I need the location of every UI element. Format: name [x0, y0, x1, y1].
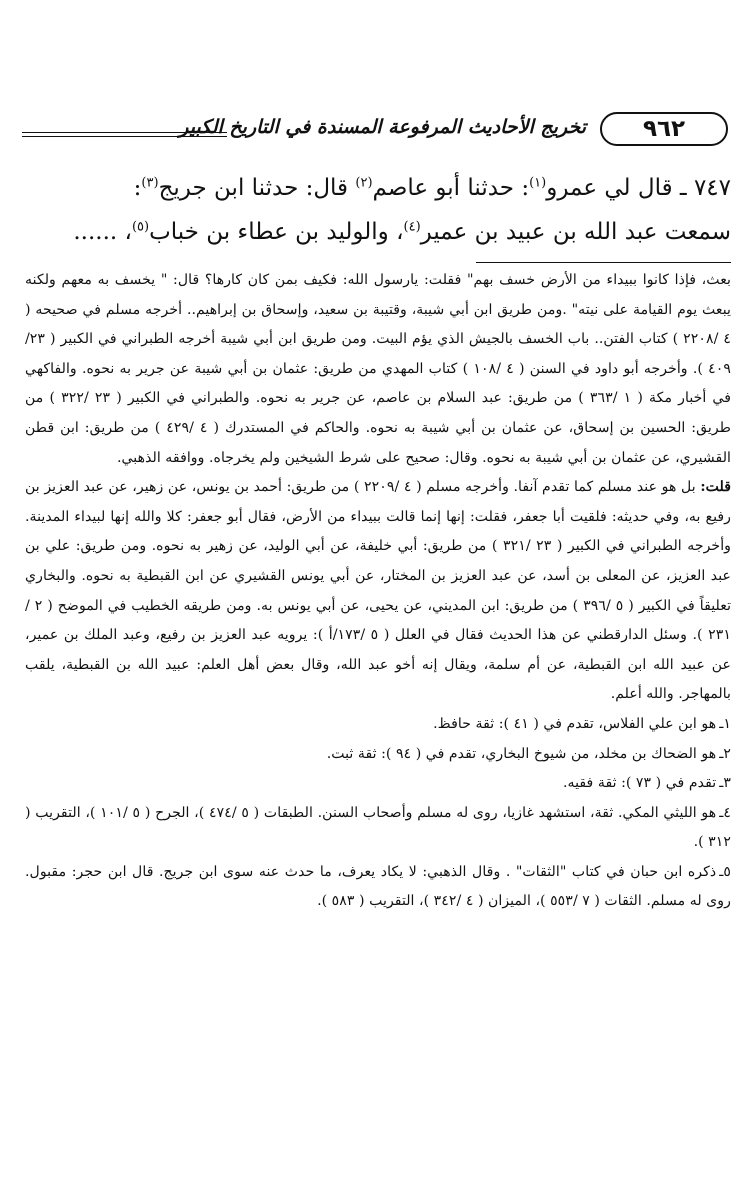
qult-text: بل هو عند مسلم كما تقدم آنفا. وأخرجه مسلم ( ٤ /٢٢٠٩ ) من طريق: أحمد بن يونس، عن زهير، عن عبد العزيز بن رفيع به، وفي حديثه: فلقيت أبا جعفر، فقلت: إنها إنما قالت ببيداء من الأرض، فقال أبو جعفر: كلا والله إنها لبيداء المدينة. وأخرجه الطبراني في الكبير ( ٢٣ /٣٢١ ) من طريق: أبي خليفة، عن أبي الوليد، عن زهير به نحوه. ومن طريق: علي بن عبد العزيز، عن المعلى بن أسد، عن عبد العزيز بن المختار، عن أبي يونس القشيري عن ابن القبطية به نحوه. والبخاري تعليقاً في الكبير ( ٥ /٣٩٦ ) من طريق: ابن المديني، عن يحيى، عن أبي يونس به. ومن طريقه الخطيب في الموضح ( ٢ /٢٣١ ). وسئل الدارقطني عن هذا الحديث فقال في العلل ( ٥ /١٧٣/أ ): يرويه عبد العزيز بن رفيع، وعبد الملك بن عمير، عن عبيد الله ابن القبطية، عن أم سلمة، ويقال إنه أخو عبد الله، وقال بعض أهل العلم: عبيد الله بن القبطية، يلقب بالمهاجر. والله أعلم. [25, 479, 732, 703]
footnote-item: ٥ـذكره ابن حبان في كتاب "الثقات" . وقال الذهبي: لا يكاد يعرف، ما حدث عنه سوى ابن جريج. قال ابن حجر: مقبول. روى له مسلم. الثقات ( ٧ /٥٥٣ )، الميزان ( ٤ /٣٤٢ )، التقريب ( ٥٨٣ ). [25, 863, 731, 910]
footnote-marker-5: (٥) [131, 219, 150, 235]
footnote-separator [476, 262, 731, 263]
footnote-list [25, 710, 731, 917]
footnotes-section [25, 266, 731, 917]
page-number-badge [600, 112, 728, 146]
footnote-marker-4: (٤) [403, 219, 421, 235]
running-header [22, 110, 734, 152]
page-number: ٩٦٢ [642, 116, 686, 142]
footnote-marker-1: (١) [529, 175, 547, 191]
book-title: تخريج الأحاديث المرفوعة المسندة في التاريخ الكبير [179, 116, 586, 138]
footnote-item: ٣ـتقدم في ( ٧٣ ): ثقة فقيه. [562, 775, 731, 792]
footnote-item: ٤ـهو الليثي المكي. ثقة، استشهد غازيا، روى له مسلم وأصحاب السنن. الطبقات ( ٥ /٤٧٤ )، الجرح ( ٥ /١٠١ )، التقريب ( ٣١٢ ). [25, 804, 732, 851]
qult-paragraph [25, 473, 731, 710]
footnote-marker-3: (٣) [141, 175, 159, 191]
header-rule [22, 136, 227, 137]
footnote-item: ١ـهو ابن علي الفلاس، تقدم في ( ٤١ ): ثقة حافظ. [433, 715, 731, 732]
hadith-line-2: سمعت عبد الله بن عبيد بن عمير$^{(٤)}$، والوليد بن عطاء بن خباب$^{(٥)}$، ...... [73, 219, 731, 245]
footnote-item: ٢ـهو الضحاك بن مخلد، من شيوخ البخاري، تقدم في ( ٩٤ ): ثقة ثبت. [326, 745, 731, 762]
footnote-continuation: بعث، فإذا كانوا ببيداء من الأرض خسف بهم" فقلت: يارسول الله: فكيف بمن كان كارها؟ قال: " يخسف به معهم ولكنه يبعث يوم القيامة على نيته" .ومن طريق ابن أبي شيبة، وقتيبة بن سعيد، وإسحاق بن إبراهيم.. أخرجه مسلم في صحيحه ( ٤ /٢٢٠٨ ) كتاب الفتن.. باب الخسف بالجيش الذي يؤم البيت. ومن طريق ابن أبي شيبة أخرجه الطبراني في الكبير ( ٢٣/ ٤٠٩ ). وأخرجه أبو داود في السنن ( ٤ /١٠٨ ) كتاب المهدي من طريق: عثمان بن أبي شيبة عن جرير به نحوه. والفاكهي في أخبار مكة ( ١ /٣٦٣ ) من طريق: عبد السلام بن عاصم، عن جرير به نحوه. والطبراني في الكبير ( ٢٣ /٣٢٢ ) من طريق: الحسين بن إسحاق، عن عثمان بن أبي شيبة به نحوه. والحاكم في المستدرك ( ٤ /٤٢٩ ) من طريق: ابن قطن القشيري، عن عثمان بن أبي شيبة به نحوه. وقال: صحيح على شرط الشيخين ولم يخرجاه. ووافقه الذهبي. [25, 272, 732, 466]
header-rule [22, 132, 227, 133]
hadith-line-1: ٧٤٧ ـ قال لي عمرو$^{(١)}$: حدثنا أبو عاصم$^{(٢)}$ قال: حدثنا ابن جريج$^{(٣)}$: [133, 175, 731, 201]
hadith-text [25, 166, 731, 254]
footnote-marker-2: (٢) [355, 175, 373, 191]
qult-label: قلت: [700, 479, 731, 496]
